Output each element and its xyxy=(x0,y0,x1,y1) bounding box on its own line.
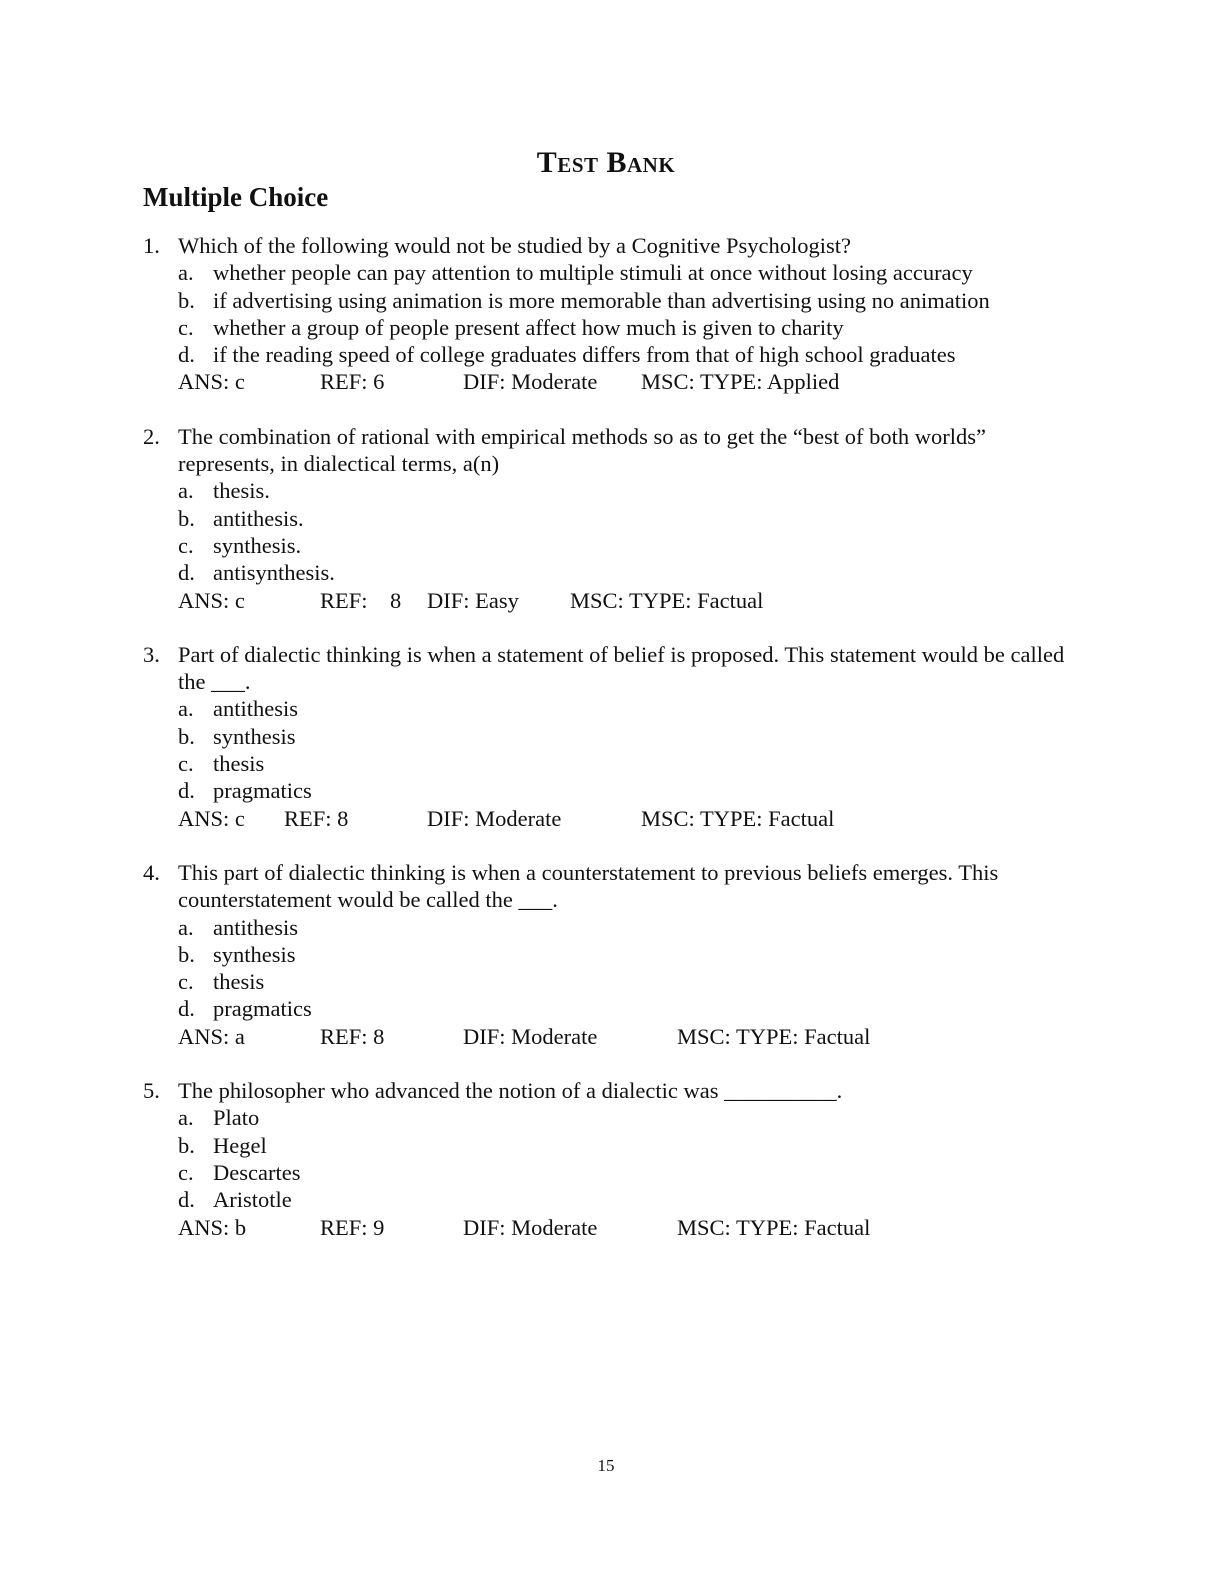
option-b xyxy=(178,1132,1073,1159)
option-letter: a. xyxy=(178,914,194,940)
option-text: antithesis. xyxy=(213,505,304,531)
question-text: This part of dialectic thinking is when a counterstatement to previous beliefs emerges. This counterstatement would be called the ___. xyxy=(178,859,999,913)
question-4 xyxy=(143,859,1073,1050)
question-text: The combination of rational with empirical methods so as to get the “best of both worlds” represents, in dialectical terms, a(n) xyxy=(178,423,986,477)
page-number: 15 xyxy=(597,1456,615,1475)
option-c xyxy=(178,532,1073,559)
answer-key: ANS: b xyxy=(178,1214,247,1240)
misc-type: MSC: TYPE: Factual xyxy=(641,805,835,831)
option-text: synthesis xyxy=(213,723,296,749)
misc-type: MSC: TYPE: Factual xyxy=(570,587,764,613)
reference: REF: 8 xyxy=(320,587,402,613)
option-b xyxy=(178,287,1073,314)
option-a xyxy=(178,914,1073,941)
option-text: whether people can pay attention to multiple stimuli at once without losing accuracy xyxy=(213,260,973,286)
option-c xyxy=(178,1159,1073,1186)
reference: REF: 6 xyxy=(320,369,385,395)
option-letter: c. xyxy=(178,751,194,777)
option-text: antithesis xyxy=(213,696,298,722)
option-a xyxy=(178,1104,1073,1131)
option-d xyxy=(178,559,1073,586)
question-3 xyxy=(143,641,1073,832)
answer-key: ANS: a xyxy=(178,1023,245,1049)
difficulty: DIF: Moderate xyxy=(463,1214,598,1240)
question-number: 2. xyxy=(143,423,160,449)
option-text: Descartes xyxy=(213,1159,301,1185)
option-letter: a. xyxy=(178,260,194,286)
option-letter: c. xyxy=(178,314,194,340)
option-a xyxy=(178,259,1073,286)
reference: REF: 9 xyxy=(320,1214,385,1240)
question-number: 1. xyxy=(143,233,160,258)
answer-key: ANS: c xyxy=(178,805,245,831)
option-text: if the reading speed of college graduates differs from that of high school graduates xyxy=(213,342,956,368)
option-text: Aristotle xyxy=(213,1187,292,1213)
option-text: Plato xyxy=(213,1105,260,1131)
option-text: synthesis xyxy=(213,941,296,967)
option-b xyxy=(178,941,1073,968)
question-number: 3. xyxy=(143,641,160,667)
option-d xyxy=(178,341,1073,368)
option-letter: a. xyxy=(178,1105,194,1131)
answer-key: ANS: c xyxy=(178,369,245,395)
option-letter: b. xyxy=(178,287,195,313)
option-letter: c. xyxy=(178,532,194,558)
option-text: pragmatics xyxy=(213,778,312,804)
option-text: thesis. xyxy=(213,478,270,504)
question-text: Which of the following would not be studied by a Cognitive Psychologist? xyxy=(178,233,852,258)
option-letter: d. xyxy=(178,560,195,586)
option-text: thesis xyxy=(213,751,265,777)
answer-line xyxy=(178,1023,1073,1050)
option-d xyxy=(178,1186,1073,1213)
option-c xyxy=(178,968,1073,995)
reference: REF: 8 xyxy=(320,1023,385,1049)
option-letter: c. xyxy=(178,1159,194,1185)
option-c xyxy=(178,750,1073,777)
option-text: antithesis xyxy=(213,914,298,940)
question-2 xyxy=(143,423,1073,614)
option-a xyxy=(178,695,1073,722)
option-letter: b. xyxy=(178,941,195,967)
option-a xyxy=(178,477,1073,504)
option-c xyxy=(178,314,1073,341)
option-text: synthesis. xyxy=(213,532,302,558)
reference: REF: 8 xyxy=(284,805,349,831)
difficulty: DIF: Easy xyxy=(427,587,519,613)
difficulty: DIF: Moderate xyxy=(463,1023,598,1049)
option-letter: b. xyxy=(178,1132,195,1158)
answer-line xyxy=(178,805,1073,832)
misc-type: MSC: TYPE: Factual xyxy=(677,1023,871,1049)
option-letter: d. xyxy=(178,1187,195,1213)
difficulty: DIF: Moderate xyxy=(427,805,562,831)
option-text: antisynthesis. xyxy=(213,560,335,586)
section-heading: Multiple Choice xyxy=(143,182,329,212)
option-text: pragmatics xyxy=(213,996,312,1022)
option-letter: d. xyxy=(178,778,195,804)
page-title: Test Bank xyxy=(536,146,676,179)
answer-line xyxy=(178,587,1073,614)
question-number: 5. xyxy=(143,1078,160,1104)
option-letter: b. xyxy=(178,723,195,749)
answer-line xyxy=(178,1214,1073,1241)
option-letter: d. xyxy=(178,996,195,1022)
option-letter: b. xyxy=(178,505,195,531)
difficulty: DIF: Moderate xyxy=(463,369,598,395)
option-text: Hegel xyxy=(213,1132,267,1158)
option-text: whether a group of people present affect how much is given to charity xyxy=(213,314,844,340)
option-text: if advertising using animation is more memorable than advertising using no animation xyxy=(213,287,990,313)
question-list xyxy=(143,232,1073,1268)
option-text: thesis xyxy=(213,969,265,995)
option-letter: c. xyxy=(178,969,194,995)
option-letter: d. xyxy=(178,342,195,368)
option-d xyxy=(178,777,1073,804)
option-d xyxy=(178,995,1073,1022)
question-5 xyxy=(143,1077,1073,1241)
option-b xyxy=(178,723,1073,750)
misc-type: MSC: TYPE: Applied xyxy=(641,369,840,395)
answer-line xyxy=(178,368,1073,395)
question-text: Part of dialectic thinking is when a statement of belief is proposed. This statement would be called the ___. xyxy=(178,641,1065,695)
option-b xyxy=(178,505,1073,532)
option-letter: a. xyxy=(178,478,194,504)
question-1 xyxy=(143,232,1073,396)
option-letter: a. xyxy=(178,696,194,722)
answer-key: ANS: c xyxy=(178,587,245,613)
misc-type: MSC: TYPE: Factual xyxy=(677,1214,871,1240)
question-number: 4. xyxy=(143,859,160,885)
question-text: The philosopher who advanced the notion of a dialectic was __________. xyxy=(178,1078,843,1104)
